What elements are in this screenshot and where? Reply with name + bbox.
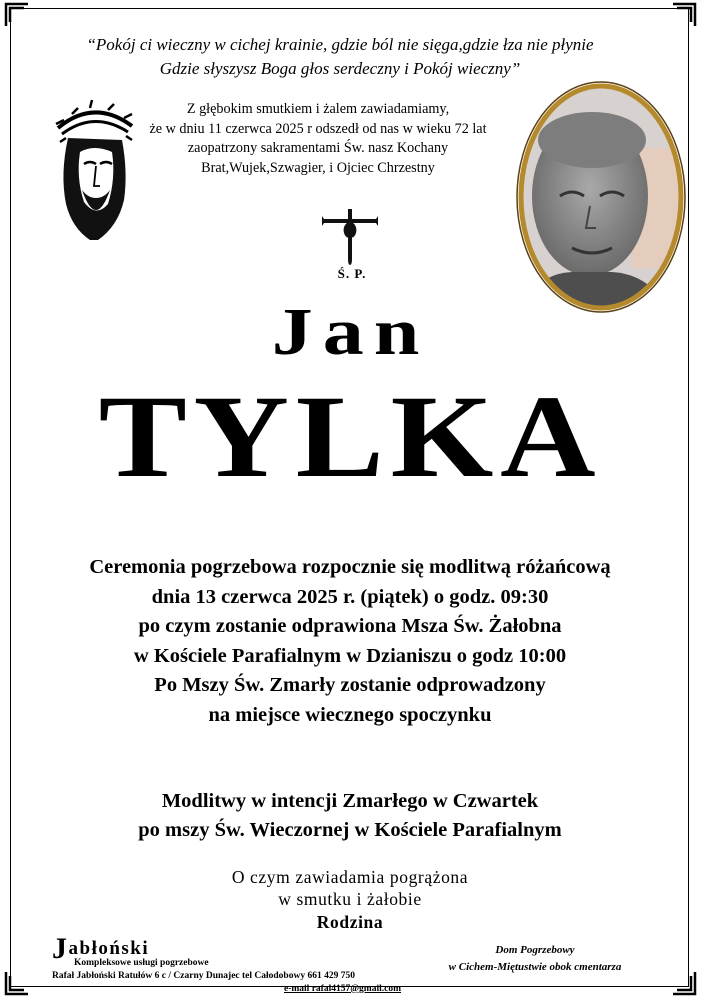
epitaph-quote	[40, 33, 640, 81]
deceased-photo	[512, 78, 690, 316]
funeral-home-info	[430, 942, 640, 975]
family-signature: Rodzina	[316, 911, 384, 932]
ceremony-line: po czym zostanie odprawiona Msza Św. Żałobna	[138, 615, 562, 638]
ceremony-line: w Kościele Parafialnym w Dzianiszu o godz 10:00	[133, 644, 567, 667]
corner-ornament	[671, 970, 697, 996]
prayer-line: Modlitwy w intencji Zmarłego w Czwartek	[161, 790, 539, 812]
ceremony-line: dnia 13 czerwca 2025 r. (piątek) o godz. 09:30	[151, 585, 549, 608]
corner-ornament	[671, 2, 697, 28]
funeral-service-email: e-mail rafal4157@gmail.com	[284, 983, 402, 994]
ceremony-line: Po Mszy Św. Zmarły zostanie odprowadzony	[154, 674, 546, 697]
logo-initial: J	[52, 932, 69, 965]
corner-ornament	[4, 970, 30, 996]
funeral-home-line: w Cichem-Miętustwie obok cmentarza	[448, 960, 622, 973]
deceased-first-name: Jan	[271, 293, 430, 369]
announcement-line: że w dniu 11 czerwca 2025 r odszedł od nas w wieku 72 lat	[149, 120, 487, 137]
sp-initials: Ś. P.	[337, 266, 367, 281]
corner-ornament	[4, 2, 30, 28]
announcement-text	[118, 100, 518, 178]
funeral-service-tagline: Kompleksowe usługi pogrzebowe	[74, 958, 209, 968]
funeral-service-logo	[52, 934, 412, 995]
funeral-home-line: Dom Pogrzebowy	[495, 944, 575, 956]
funeral-service-address: Rafał Jabłoński Ratułów 6 c / Czarny Dunajec tel Całodobowy 661 429 750	[52, 971, 355, 982]
ceremony-line: Ceremonia pogrzebowa rozpocznie się modlitwą różańcową	[89, 556, 611, 578]
closing-line: O czym zawiadamia pogrążona	[231, 867, 469, 887]
ceremony-line: na miejsce wiecznego spoczynku	[208, 703, 492, 726]
announcement-line: zaopatrzony sakramentami Św. nasz Kochany	[187, 140, 449, 157]
quote-line: Gdzie słyszysz Boga głos serdeczny i Pokój wieczny”	[159, 59, 521, 79]
announcement-line: Z głębokim smutkiem i żalem zawiadamiamy,	[186, 101, 450, 117]
quote-line: “Pokój ci wieczny w cichej krainie, gdzie ból nie sięga,gdzie łza nie płynie	[86, 35, 594, 54]
deceased-last-name: TYLKA	[98, 371, 603, 502]
closing-text	[140, 866, 560, 933]
logo-rest: abłoński	[68, 938, 150, 959]
cross-icon	[318, 207, 382, 267]
closing-line: w smutku i żałobie	[278, 889, 422, 910]
prayer-details	[20, 787, 680, 845]
announcement-line: Brat,Wujek,Szwagier, i Ojciec Chrzestny	[201, 159, 435, 176]
prayer-line: po mszy Św. Wieczornej w Kościele Parafialnym	[138, 819, 562, 842]
ceremony-details	[20, 553, 680, 730]
